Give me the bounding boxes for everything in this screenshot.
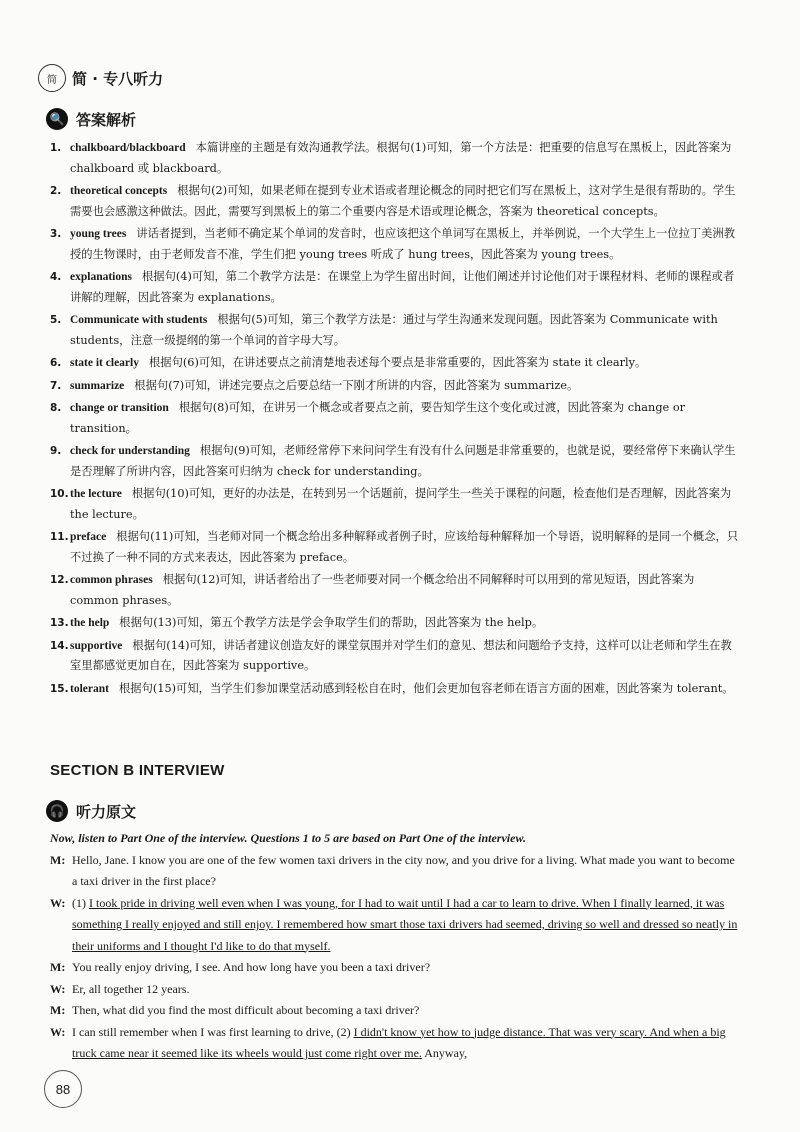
underlined-key-sentence: I took pride in driving well even when I was young, for I had to wait until I had a car to learn to drive. When I finally learned, it was something I really enjoyed and still enjoy. I remembered how smart those taxi drivers had seemed, driving so well and dressed so neatly in their uniforms and I thought I'd like to do that myself. [72,895,738,953]
answer-body [70,353,740,374]
answer-explanation: 根据句(9)可知，老师经常停下来问问学生有没有什么问题是非常重要的，也就是说，要经常停下来确认学生是否理解了所讲内容，因此答案可归纳为 check for understanding。 [70,444,736,478]
answer-number: 8. [50,402,62,414]
answer-keyword: Communicate with students [70,314,208,326]
answer-item [50,441,740,482]
utterance-text: Then, what did you find the most difficult about becoming a taxi driver? [72,1003,420,1017]
answer-explanation: 根据句(7)可知，讲述完要点之后要总结一下刚才所讲的内容，因此答案为 summarize。 [134,378,579,392]
header-title: 简 · 专八听力 [72,69,164,88]
answer-item [50,353,740,374]
answer-item [50,181,740,222]
speaker-label: M: [50,960,66,974]
utterance [72,957,740,979]
answer-explanation: 根据句(15)可知，当学生们参加课堂活动感到轻松自在时，他们会更加包容老师在语言方面的困难，因此答案为 tolerant。 [118,681,734,695]
answer-body [70,484,740,525]
book-logo-icon: 简 [38,64,66,92]
answer-item [50,613,740,634]
answer-keyword: check for understanding [70,445,190,457]
answer-body [70,267,740,308]
answer-explanation: 根据句(6)可知，在讲述要点之前清楚地表述每个要点是非常重要的，因此答案为 state it clearly。 [148,356,647,369]
answer-number: 14. [50,639,69,652]
answer-number: 6. [50,357,62,369]
answer-list [50,138,740,701]
answer-keyword: young trees [70,228,127,240]
utterance [72,850,740,893]
answer-explanation: 根据句(8)可知，在讲另一个概念或者要点之前，要告知学生这个变化或过渡，因此答案为 change or transition。 [70,401,686,435]
answer-item [50,398,740,439]
answer-explanation: 根据句(4)可知，第二个教学方法是：在课堂上为学生留出时间，让他们阐述并讨论他们对于课程材料、老师的课程或者讲解的理解，因此答案为 explanations。 [70,270,735,304]
utterance-text: You really enjoy driving, I see. And how long have you been a taxi driver? [72,960,431,974]
answer-explanation: 根据句(2)可知，如果老师在提到专业术语或者理论概念的同时把它们写在黑板上，这对学生是很有帮助的。学生需要也会感激这种做法。因此，需要写到黑板上的第二个重要内容是术语或理论概念，答案为 theoretical concepts。 [70,184,736,218]
answer-item [50,224,740,265]
answer-keyword: the lecture [70,488,122,500]
answer-explanation: 根据句(14)可知，讲话者建议创造友好的课堂氛围并对学生们的意见、想法和问题给予支持，这样可以让老师和学生在教室里都感觉更加自在，因此答案为 supportive。 [70,638,732,672]
answer-explanation: 根据句(11)可知，当老师对同一个概念给出多种解释或者例子时，应该给每种解释加一个导语，说明解释的是同一个概念，只不过换了一种不同的方式来表达，因此答案为 preface。 [70,530,739,564]
answer-number: 13. [50,617,69,629]
answer-explanation: 根据句(13)可知，第五个教学方法是学会争取学生们的帮助，因此答案为 the help。 [119,616,544,629]
transcript-instruction: Now, listen to Part One of the interview. Questions 1 to 5 are based on Part One of the interview. [50,831,527,845]
answer-keyword: state it clearly [70,357,139,369]
answer-number: 5. [50,314,62,326]
magnifier-icon: 🔍 [46,108,68,130]
transcript-section-title: 听力原文 [76,802,137,821]
dialogue-turn [50,957,740,979]
answer-keyword: tolerant [70,682,109,695]
answer-explanation: 根据句(10)可知，更好的办法是，在转到另一个话题前，提问学生一些关于课程的问题，检查他们是否理解，因此答案为 the lecture。 [70,487,732,521]
dialogue-turn [50,1022,740,1065]
answer-keyword: supportive [70,639,123,652]
answer-keyword: the help [70,617,110,629]
page-number: 88 [44,1070,82,1108]
utterance-text: Er, all together 12 years. [72,981,190,996]
speaker-label: M: [50,1003,66,1017]
answer-number: 2. [50,185,62,197]
answer-item [50,527,740,568]
answer-body [70,138,740,179]
answer-number: 3. [50,228,62,240]
dialogue-turn [50,1000,740,1022]
answer-item [50,376,740,397]
answer-keyword: change or transition [70,402,169,414]
answer-number: 7. [50,379,62,392]
answer-item [50,484,740,525]
answer-keyword: preface [70,531,107,543]
dialogue [50,850,740,1065]
utterance-text: Anyway, [421,1046,468,1060]
transcript-section-heading [46,800,136,822]
answer-item [50,679,740,700]
answer-keyword: theoretical concepts [70,185,168,197]
answer-body [70,398,740,439]
answer-item [50,267,740,308]
answer-number: 1. [50,142,62,154]
speaker-label: M: [50,852,66,867]
answer-section-title: 答案解析 [76,110,137,129]
dialogue-turn [50,893,740,958]
answer-item [50,570,740,611]
answer-body [70,181,740,222]
answer-body [70,224,740,265]
answer-body [70,310,740,351]
utterance [72,1000,740,1022]
answer-body [70,613,740,634]
answer-keyword: explanations [70,271,132,283]
answer-keyword: summarize [70,379,125,392]
dialogue-turn [50,850,740,893]
answer-number: 11. [50,531,69,543]
answer-number: 4. [50,271,62,283]
utterance-text: (1) [72,895,89,910]
answer-number: 10. [50,488,69,500]
utterance [72,893,740,958]
answer-item [50,636,740,677]
speaker-label: W: [50,981,66,996]
answer-section-heading [46,108,136,130]
answer-keyword: chalkboard/blackboard [70,142,186,154]
answer-explanation: 根据句(5)可知，第三个教学方法是：通过与学生沟通来发现问题。因此答案为 Communicate with students，注意一级提纲的第一个单词的首字母大写。 [70,313,718,347]
answer-explanation: 本篇讲座的主题是有效沟通教学法。根据句(1)可知，第一个方法是：把重要的信息写在黑板上，因此答案为 chalkboard 或 blackboard。 [70,141,732,175]
section-b-title: SECTION B INTERVIEW [50,762,225,779]
answer-number: 15. [50,682,69,695]
utterance [72,1022,740,1065]
dialogue-turn [50,979,740,1001]
speaker-label: W: [50,895,66,910]
answer-item [50,138,740,179]
answer-body [70,570,740,611]
answer-body [70,636,740,677]
utterance [72,979,740,1001]
answer-body [70,376,740,397]
underlined-key-sentence: I didn't know yet how to judge distance. That was very scary. And when a big truck came near it seemed like its wheels would just come right over me. [72,1024,726,1060]
transcript [50,828,740,1065]
answer-body [70,441,740,482]
answer-number: 12. [50,574,69,586]
speaker-label: W: [50,1024,66,1039]
page-header [38,64,163,92]
answer-explanation: 根据句(12)可知，讲话者给出了一些老师要对同一个概念给出不同解释时可以用到的常见短语，因此答案为 common phrases。 [70,573,695,607]
utterance-text: Hello, Jane. I know you are one of the few women taxi drivers in the city now, and you drive for a living. What made you want to become a taxi driver in the first place? [72,852,735,888]
utterance-text: I can still remember when I was first learning to drive, (2) [72,1024,354,1039]
answer-item [50,310,740,351]
answer-keyword: common phrases [70,574,153,586]
headphones-icon: 🎧 [46,800,68,822]
answer-number: 9. [50,445,62,457]
answer-explanation: 讲话者提到，当老师不确定某个单词的发音时，也应该把这个单词写在黑板上，并举例说，一个大学生上一位拉丁美洲教授的生物课时，由于老师发音不准，学生们把 young trees 听成了 hung trees，因此答案为 young trees。 [70,227,736,261]
answer-body [70,527,740,568]
answer-body [70,679,740,700]
